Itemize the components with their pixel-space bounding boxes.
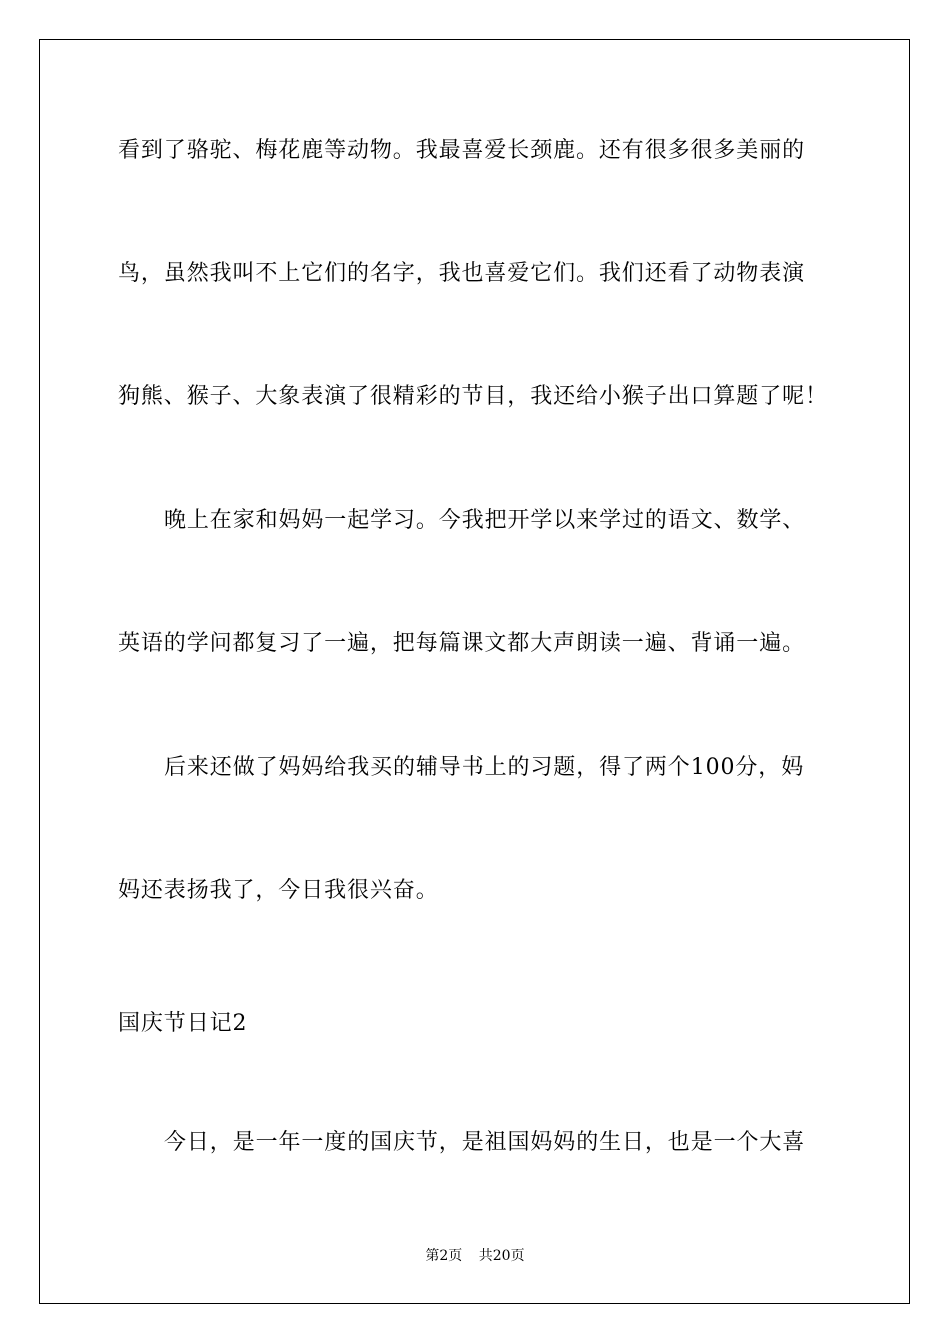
page-number: 第2页 bbox=[425, 1248, 463, 1264]
section-heading: 国庆节日记2 bbox=[118, 1011, 248, 1036]
page-total: 共20页 bbox=[478, 1248, 525, 1264]
paragraph-start-line: 今日，是一年一度的国庆节，是祖国妈妈的生日，也是一个大喜 bbox=[164, 1130, 806, 1155]
page-border bbox=[39, 39, 910, 1304]
body-text-line: 鸟，虽然我叫不上它们的名字，我也喜爱它们。我们还看了动物表演 bbox=[118, 261, 806, 286]
body-text-line: 妈还表扬我了，今日我很兴奋。 bbox=[118, 878, 439, 903]
body-text-line: 看到了骆驼、梅花鹿等动物。我最喜爱长颈鹿。还有很多很多美丽的 bbox=[118, 138, 806, 163]
body-text-line: 狗熊、猴子、大象表演了很精彩的节目，我还给小猴子出口算题了呢！ bbox=[118, 384, 828, 409]
body-text-line: 英语的学问都复习了一遍，把每篇课文都大声朗读一遍、背诵一遍。 bbox=[118, 631, 806, 656]
paragraph-start-line: 后来还做了妈妈给我买的辅导书上的习题，得了两个100分，妈 bbox=[164, 755, 805, 780]
paragraph-start-line: 晚上在家和妈妈一起学习。今我把开学以来学过的语文、数学、 bbox=[164, 508, 806, 533]
page-footer bbox=[0, 1246, 950, 1266]
